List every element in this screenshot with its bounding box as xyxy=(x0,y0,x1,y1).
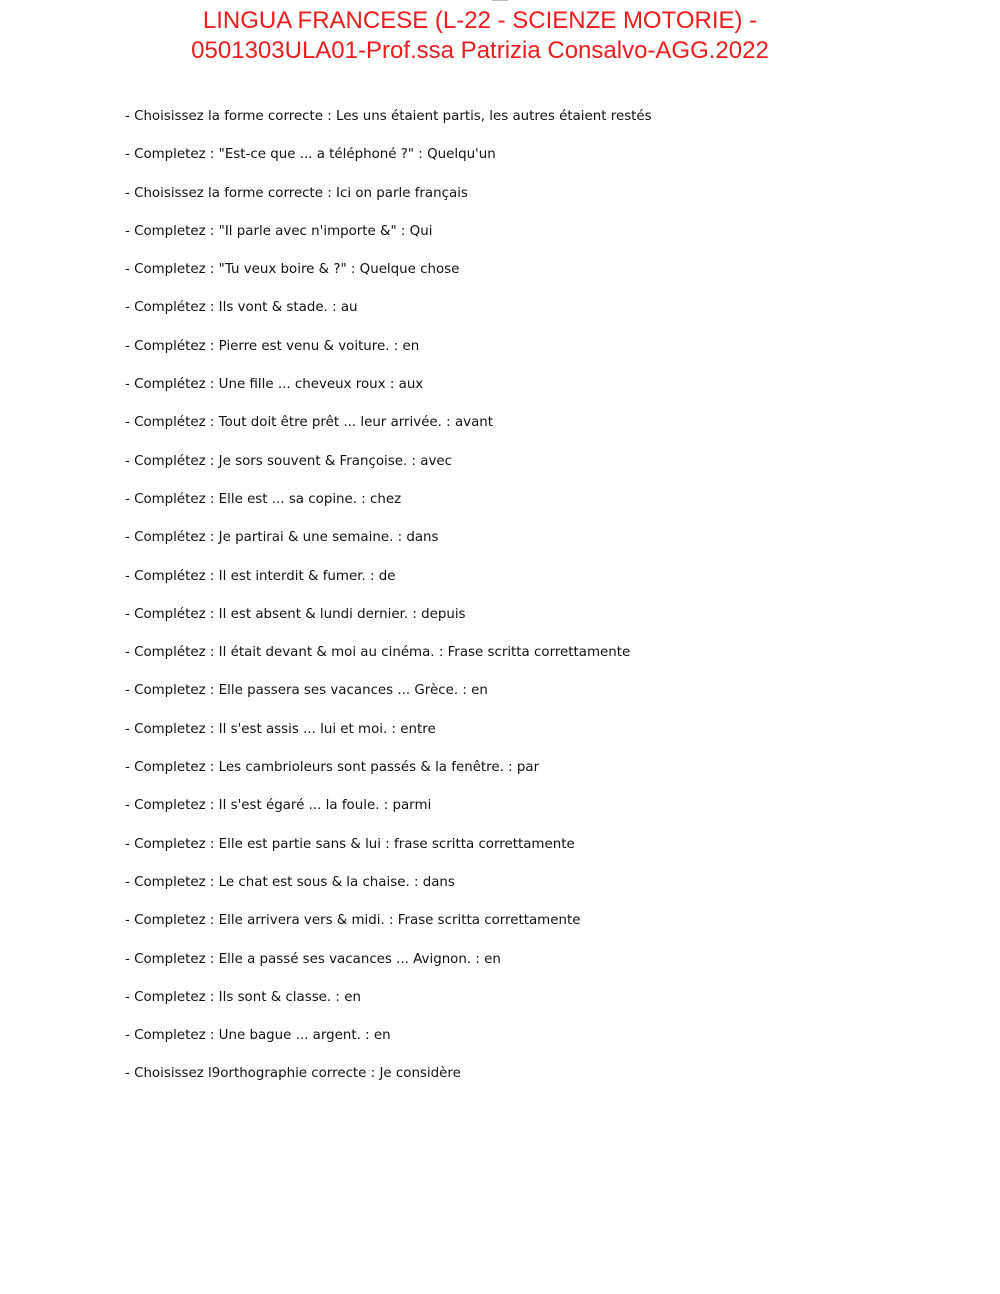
title-line-2: 0501303ULA01-Prof.ssa Patrizia Consalvo-AGG.2022 xyxy=(191,37,769,64)
list-item: - Completez : Une bague ... argent. : en xyxy=(125,1028,391,1044)
list-item: - Completez : "Est-ce que ... a téléphoné ?" : Quelqu'un xyxy=(125,147,496,163)
list-item: - Completez : Les cambrioleurs sont passés & la fenêtre. : par xyxy=(125,760,540,776)
question-answer-list xyxy=(125,107,945,1103)
list-item: - Completez : Elle est partie sans & lui : frase scritta correttamente xyxy=(125,836,575,852)
list-item: - Completez : Il s'est assis ... lui et moi. : entre xyxy=(125,721,436,737)
list-item: - Choisissez la forme correcte : Les uns étaient partis, les autres étaient restés xyxy=(125,109,652,124)
list-item: - Complétez : Ils vont & stade. : au xyxy=(125,300,358,316)
list-item: - Complétez : Tout doit être prêt ... leur arrivée. : avant xyxy=(125,415,494,431)
list-item: - Choisissez l9orthographie correcte : Je considère xyxy=(125,1066,461,1082)
list-item: - Completez : Il s'est égaré ... la foule. : parmi xyxy=(125,798,432,814)
list-item: - Choisissez la forme correcte : Ici on parle français xyxy=(125,185,468,201)
list-item: - Completez : Elle a passé ses vacances ... Avignon. : en xyxy=(125,951,501,967)
list-item: - Completez : Le chat est sous & la chaise. : dans xyxy=(125,874,455,890)
list-item: - Completez : Elle arrivera vers & midi. : Frase scritta correttamente xyxy=(125,913,581,929)
document-title xyxy=(0,6,960,66)
list-item: - Complétez : Une fille ... cheveux roux : aux xyxy=(125,377,424,393)
list-item: - Completez : "Tu veux boire & ?" : Quelque chose xyxy=(125,262,460,278)
title-line-1: LINGUA FRANCESE (L-22 - SCIENZE MOTORIE) - xyxy=(202,7,758,34)
list-item: - Completez : Elle passera ses vacances ... Grèce. : en xyxy=(125,683,488,699)
list-item: - Complétez : Il était devant & moi au cinéma. : Frase scritta correttamente xyxy=(125,645,631,661)
list-item: - Complétez : Pierre est venu & voiture. : en xyxy=(125,338,420,354)
page-top-mark xyxy=(492,0,508,3)
list-item: - Complétez : Elle est ... sa copine. : chez xyxy=(125,491,402,507)
list-item: - Complétez : Je partirai & une semaine. : dans xyxy=(125,530,439,546)
list-item: - Completez : Ils sont & classe. : en xyxy=(125,989,361,1005)
list-item: - Complétez : Il est interdit & fumer. : de xyxy=(125,568,396,584)
list-item: - Complétez : Je sors souvent & Françoise. : avec xyxy=(125,453,452,469)
list-item: - Completez : "Il parle avec n'importe &" : Qui xyxy=(125,223,433,239)
list-item: - Complétez : Il est absent & lundi dernier. : depuis xyxy=(125,606,466,622)
